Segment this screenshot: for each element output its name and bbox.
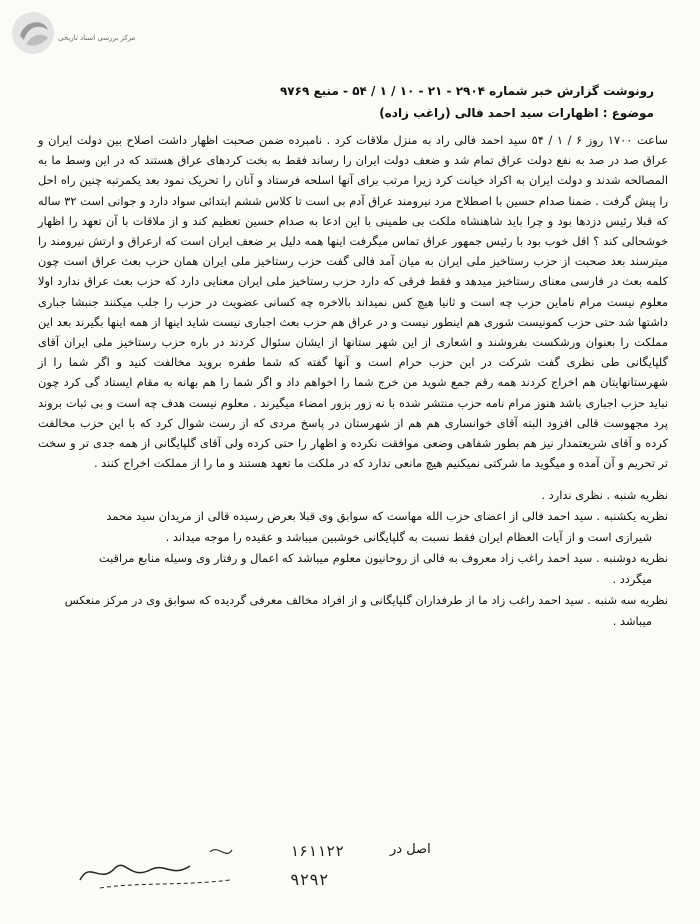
note-text: سید احمد راغب زاد ما از طرفداران گلپایگانی و از افراد مخالف معرفی گردیده که سوابق وی در مرکز منعکس	[64, 593, 584, 608]
report-body: ساعت ۱۷۰۰ روز ۶ / ۱ / ۵۴ سید احمد فالی راد به منزل ملاقات کرد . نامبرده ضمن صحبت اظهار داشت اصلاح بین دولت ایران و عراق صد در صد به نفع دولت عراق تمام شد و ضعف دولت ایران را رساند فقط به بخت کردهای عراق هستند که در این وسط ما به المصالحه شدند و دولت ایران به اکراد خیانت کرد زیرا مرتب برای آنها اسلحه فرستاد و آنان را تحریک نمود بعد یکمرتبه چنین راه احل را پیش گرفت . ضمنا صدام حسین با اصطلاح مرد نیرومند عراق آدم بی است تا کلاس ششم ابتدائی سواد دارد و جوانی است ۳۲ ساله که قبلا رئیس دزدها بود و چرا باید شاهنشاه ملکت بی طمینی با این ادعا به صدام حسین تعظیم کند و از ملاقات با آن تعهد را اظهار خوشحالی کند ؟ اقل خوب بود با رئیس جمهور عراق تماس میگرفت اینها همه دلیل بر ضعف ایران است که ارعراق و ارتش نیرومند را میترسند بعد صحبت از حزب رستاخیز ملی ایران به میان آمد فالی گفت حزب رستاخیز ملی ایران همان حزب بعث عراق است چون کلمه بعث در فارسی معنای رستاخیز میدهد و فقط فرقی که دارد حزب رستاخیز ملی ایران معنایی دارد که حزب بعث عراق ندارد اولا معلوم نیست مرام ناماین حزب چه است و ثانیا هیچ کس نمیداند بالاخره چه کسانی عضویت در حزب را جلب میکنند جنبشا جباری داشتها شد حتی حزب کمونیست شوری هم اینطور نیست و در عراق هم حزب بعث اجباری نیست شاید اینها از همه اینها بگیرند بعد این مملکت را بعنوان ورشکست بفروشند و اشعاری از این شهر ستانها از ایشان سئوال کردند در باره حزب رستاخیز ملی ایران آقای گلپایگانی طی نظری گفت شرکت در این حزب حرام است و آنها گفته که شما طفره بروید مخالفت کنید و اگر شما را از شهرستانهایتان هم اخراج کردند همه رقم جمع شوید من خرج شما را اخواهم داد و اگر شما را هم بهانه به مقام ایستاد گی کرد چون نباید حزب اجباری باشد هنوز مرام نامه حزب منتشر شده با نه زور بزور امضاء میگیرند . معلوم نیست هدف چه است و بی ثبات بروند پرد مجهوست قالی افزود البته آقای خوانساری هم هم از شهرستان در پاسخ مردی که از رست شوال کرد که با این حزب مخالفت کرده و آقای شریعتمدار نیز هم بطور شفاهی وضعی موافقت نکرده و اظهار را حتی کرده ولی آقای گلپایگانی از همه جدی تر و سخت تر تحریم و آن آمده و میگوید ما شرکتی نمیکنیم هیچ مانعی ندارد که در ملکت ما تعهد هستند و ما را از مملکت اخراج کنند .	[38, 133, 668, 471]
note-text: نظری ندارد .	[541, 488, 603, 503]
archive-logo-icon	[10, 10, 56, 56]
handwritten-signature	[60, 840, 260, 894]
report-document	[38, 80, 668, 632]
note-saturday: نظریه شنبه . نظری ندارد .	[541, 488, 668, 503]
note-sunday: نظریه یکشنبه . سید احمد فالی از اعضای حزب الله مهاست که سوابق وی قبلا بعرض رسیده قالی از مریدان سید محمد شیرازی است و از آیات العظام ایران فقط نسبت به گلپایگانی خوشبین میباشد و عقیده را موجه میداند .	[38, 506, 668, 548]
handwritten-number-1: ۱۶۱۱۲۲	[290, 842, 345, 860]
note-continuation: شیرازی است و از آیات العظام ایران فقط نسبت به گلپایگانی خوشبین میباشد و عقیده را موجه میداند .	[165, 530, 652, 545]
note-text: سید احمد فالی از اعضای حزب الله مهاست که سوابق وی قبلا بعرض رسیده قالی از مریدان سید محمد	[106, 509, 593, 524]
note-label: نظریه دوشنبه	[603, 551, 668, 566]
report-header-line1: رونوشت گزارش خبر شماره ۲۹۰۴ - ۲۱ - ۱۰ / ۱ / ۵۴ - منبع ۹۷۶۹	[279, 84, 654, 98]
note-continuation: میگردد .	[612, 572, 652, 587]
note-continuation: میباشد .	[612, 614, 652, 629]
note-label: نظریه سه شنبه	[594, 593, 668, 608]
note-tuesday: نظریه سه شنبه . سید احمد راغب زاد ما از طرفداران گلپایگانی و از افراد مخالف معرفی گردیده که سوابق وی در مرکز منعکس میباشد .	[38, 590, 668, 632]
note-label: نظریه شنبه	[613, 488, 668, 503]
note-monday: نظریه دوشنبه . سید احمد راغب زاد معروف به فالی از روحانیون معلوم میباشد که اعمال و رفتار وی وسیله منابع مراقبت میگردد .	[38, 548, 668, 590]
reference-label: اصل در	[390, 842, 431, 857]
notes-section	[38, 485, 668, 632]
handwritten-number-2: ۹۲۹۲	[290, 870, 329, 889]
note-label: نظریه یکشنبه	[603, 509, 668, 524]
report-subject: موضوع : اظهارات سید احمد فالی (راغب زاده)	[379, 106, 654, 120]
note-text: سید احمد راغب زاد معروف به فالی از روحانیون معلوم میباشد که اعمال و رفتار وی وسیله منابع مراقبت	[98, 551, 593, 566]
logo-text: مرکز بررسی اسناد تاریخی	[58, 34, 136, 42]
